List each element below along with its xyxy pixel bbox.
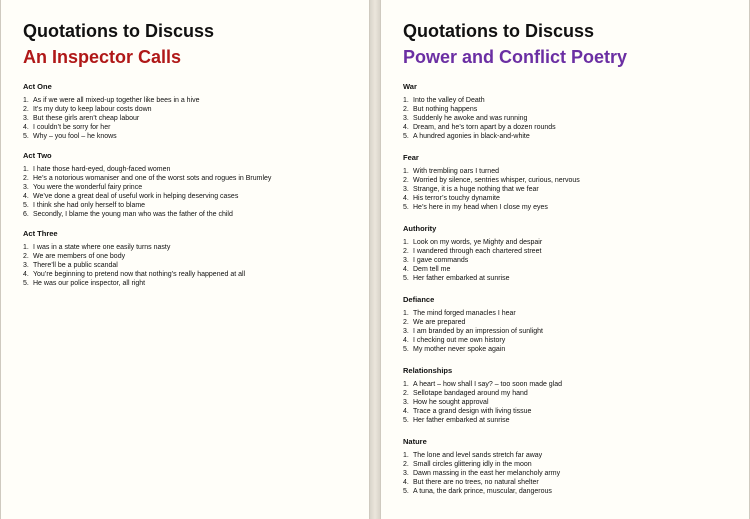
quote-number: 4. bbox=[403, 408, 409, 415]
section-heading: Fear bbox=[403, 153, 419, 162]
quote-number: 4. bbox=[23, 124, 29, 131]
quote-item bbox=[403, 96, 739, 105]
quote-item bbox=[23, 165, 359, 174]
quote-item bbox=[23, 183, 359, 192]
quote-text: I wandered through each chartered street bbox=[413, 248, 542, 255]
left-page-title: Quotations to Discuss bbox=[23, 21, 215, 41]
quote-text: Small circles glittering idly in the moon bbox=[413, 461, 532, 468]
quote-number: 2. bbox=[23, 175, 29, 182]
quote-number: 5. bbox=[403, 417, 409, 424]
quote-item bbox=[403, 318, 739, 327]
quote-number: 4. bbox=[23, 193, 29, 200]
quote-number: 5. bbox=[23, 133, 29, 140]
quote-number: 3. bbox=[403, 328, 409, 335]
quote-text: I think she had only herself to blame bbox=[33, 202, 146, 209]
left-page bbox=[0, 0, 370, 519]
quote-number: 3. bbox=[403, 115, 409, 122]
quote-number: 4. bbox=[23, 271, 29, 278]
quote-item bbox=[23, 261, 359, 270]
quote-text: You were the wonderful fairy prince bbox=[33, 184, 143, 191]
quote-text: But there are no trees, no natural shelter bbox=[413, 479, 539, 486]
quote-text: I couldn’t be sorry for her bbox=[33, 124, 111, 131]
quote-text: We are prepared bbox=[413, 319, 466, 326]
quote-text: Secondly, I blame the young man who was the father of the child bbox=[33, 211, 233, 218]
quote-item bbox=[23, 279, 359, 288]
quote-number: 1. bbox=[403, 452, 409, 459]
quote-item bbox=[23, 105, 359, 114]
section-heading: Authority bbox=[403, 224, 437, 233]
quote-item bbox=[403, 203, 739, 212]
quote-text: Strange, it is a huge nothing that we fear bbox=[413, 186, 539, 193]
quote-list bbox=[403, 238, 739, 283]
quote-item bbox=[403, 469, 739, 478]
quote-item bbox=[23, 174, 359, 183]
quote-item bbox=[403, 274, 739, 283]
quote-item bbox=[403, 389, 739, 398]
quote-number: 5. bbox=[403, 275, 409, 282]
quote-item bbox=[403, 256, 739, 265]
quote-section bbox=[23, 229, 359, 288]
left-sections bbox=[23, 82, 359, 288]
section-heading: Defiance bbox=[403, 295, 435, 304]
quote-item bbox=[403, 185, 739, 194]
quote-number: 2. bbox=[403, 177, 409, 184]
quote-text: His terror’s touchy dynamite bbox=[413, 195, 500, 202]
quote-item bbox=[23, 114, 359, 123]
left-page-content bbox=[23, 21, 359, 298]
quote-text: We are members of one body bbox=[33, 253, 126, 260]
quote-item bbox=[403, 478, 739, 487]
quote-number: 4. bbox=[403, 195, 409, 202]
quote-text: Why – you fool – he knows bbox=[33, 133, 117, 140]
quote-item bbox=[403, 327, 739, 336]
quote-text: We’ve done a great deal of useful work in helping deserving cases bbox=[33, 193, 239, 200]
quote-number: 5. bbox=[403, 488, 409, 495]
quote-item bbox=[403, 380, 739, 389]
quote-item bbox=[23, 192, 359, 201]
quote-text: I checking out me own history bbox=[413, 337, 506, 344]
quote-number: 1. bbox=[403, 310, 409, 317]
quote-text: With trembling oars I turned bbox=[413, 168, 499, 175]
quote-list bbox=[23, 243, 359, 288]
quote-item bbox=[403, 460, 739, 469]
quote-text: There’ll be a public scandal bbox=[33, 262, 118, 269]
quote-number: 3. bbox=[403, 399, 409, 406]
quote-list bbox=[23, 165, 359, 219]
quote-text: It’s my duty to keep labour costs down bbox=[33, 106, 152, 113]
quote-text: Sellotape bandaged around my hand bbox=[413, 390, 528, 397]
quote-number: 3. bbox=[23, 184, 29, 191]
quote-item bbox=[23, 123, 359, 132]
quote-text: Look on my words, ye Mighty and despair bbox=[413, 239, 543, 246]
quote-text: But these girls aren’t cheap labour bbox=[33, 115, 140, 122]
quote-list bbox=[403, 309, 739, 354]
quote-text: As if we were all mixed-up together like bees in a hive bbox=[33, 97, 200, 104]
right-page-subtitle: Power and Conflict Poetry bbox=[403, 47, 628, 67]
section-heading: Nature bbox=[403, 437, 427, 446]
quote-list bbox=[23, 96, 359, 141]
section-heading: Act Three bbox=[23, 229, 58, 238]
quote-list bbox=[403, 167, 739, 212]
quote-item bbox=[23, 243, 359, 252]
quote-number: 3. bbox=[23, 262, 29, 269]
quote-number: 1. bbox=[23, 166, 29, 173]
quote-number: 1. bbox=[23, 97, 29, 104]
section-heading: Relationships bbox=[403, 366, 453, 375]
quote-number: 3. bbox=[403, 186, 409, 193]
quote-text: Dawn massing in the east her melancholy army bbox=[413, 470, 561, 477]
right-sections bbox=[403, 82, 739, 496]
quote-number: 4. bbox=[403, 337, 409, 344]
quote-number: 2. bbox=[403, 319, 409, 326]
quote-text: A tuna, the dark prince, muscular, dangerous bbox=[413, 488, 552, 495]
right-page-content bbox=[403, 21, 739, 508]
quote-item bbox=[403, 247, 739, 256]
quote-number: 2. bbox=[403, 461, 409, 468]
quote-number: 2. bbox=[403, 248, 409, 255]
quote-item bbox=[403, 345, 739, 354]
quote-item bbox=[403, 451, 739, 460]
quote-item bbox=[403, 167, 739, 176]
quote-number: 4. bbox=[403, 479, 409, 486]
quote-number: 1. bbox=[403, 168, 409, 175]
quote-text: A hundred agonies in black-and-white bbox=[413, 133, 530, 140]
quote-text: Dream, and he’s torn apart by a dozen rounds bbox=[413, 124, 556, 131]
quote-section bbox=[403, 153, 739, 212]
quote-item bbox=[403, 398, 739, 407]
quote-text: Into the valley of Death bbox=[413, 97, 485, 104]
quote-text: Dem tell me bbox=[413, 266, 451, 273]
quote-number: 5. bbox=[403, 346, 409, 353]
quote-item bbox=[23, 252, 359, 261]
quote-item bbox=[23, 96, 359, 105]
section-heading: Act One bbox=[23, 82, 52, 91]
quote-text: Worried by silence, sentries whisper, curious, nervous bbox=[413, 177, 580, 184]
quote-text: I hate those hard-eyed, dough-faced women bbox=[33, 166, 171, 173]
quote-section bbox=[403, 224, 739, 283]
quote-number: 5. bbox=[403, 133, 409, 140]
quote-item bbox=[403, 194, 739, 203]
quote-number: 3. bbox=[403, 470, 409, 477]
right-page bbox=[380, 0, 750, 519]
quote-list bbox=[403, 380, 739, 425]
quote-section bbox=[23, 151, 359, 219]
quote-text: He was our police inspector, all right bbox=[33, 280, 146, 287]
quote-item bbox=[403, 176, 739, 185]
quote-number: 2. bbox=[23, 106, 29, 113]
quote-text: My mother never spoke again bbox=[413, 346, 506, 353]
quote-number: 5. bbox=[23, 280, 29, 287]
quote-text: Her father embarked at sunrise bbox=[413, 417, 510, 424]
quote-section bbox=[403, 437, 739, 496]
quote-text: Trace a grand design with living tissue bbox=[413, 408, 532, 415]
quote-number: 5. bbox=[403, 204, 409, 211]
quote-text: But nothing happens bbox=[413, 106, 478, 113]
quote-text: I was in a state where one easily turns nasty bbox=[33, 244, 171, 251]
quote-item bbox=[403, 105, 739, 114]
quote-section bbox=[403, 295, 739, 354]
quote-item bbox=[403, 114, 739, 123]
quote-item bbox=[403, 123, 739, 132]
quote-number: 3. bbox=[403, 257, 409, 264]
quote-number: 1. bbox=[403, 381, 409, 388]
quote-text: I am branded by an impression of sunlight bbox=[413, 328, 543, 335]
quote-section bbox=[23, 82, 359, 141]
quote-text: How he sought approval bbox=[413, 399, 489, 406]
quote-item bbox=[403, 416, 739, 425]
quote-item bbox=[23, 210, 359, 219]
page-gutter bbox=[370, 0, 380, 519]
left-page-subtitle: An Inspector Calls bbox=[23, 47, 182, 67]
quote-text: The lone and level sands stretch far away bbox=[413, 452, 543, 459]
quote-list bbox=[403, 96, 739, 141]
quote-item bbox=[403, 309, 739, 318]
quote-item bbox=[403, 487, 739, 496]
quote-item bbox=[23, 201, 359, 210]
quote-section bbox=[403, 82, 739, 141]
quote-number: 1. bbox=[403, 239, 409, 246]
quote-item bbox=[403, 132, 739, 141]
quote-number: 4. bbox=[403, 124, 409, 131]
quote-item bbox=[403, 336, 739, 345]
quote-text: I gave commands bbox=[413, 257, 469, 264]
quote-item bbox=[403, 238, 739, 247]
quote-text: You’re beginning to pretend now that nothing’s really happened at all bbox=[33, 271, 246, 278]
section-heading: Act Two bbox=[23, 151, 52, 160]
quote-item bbox=[23, 270, 359, 279]
quote-section bbox=[403, 366, 739, 425]
quote-item bbox=[403, 407, 739, 416]
quote-text: He’s here in my head when I close my eyes bbox=[413, 204, 548, 211]
quote-number: 2. bbox=[403, 106, 409, 113]
quote-number: 3. bbox=[23, 115, 29, 122]
quote-number: 2. bbox=[23, 253, 29, 260]
quote-text: Her father embarked at sunrise bbox=[413, 275, 510, 282]
quote-item bbox=[23, 132, 359, 141]
quote-number: 5. bbox=[23, 202, 29, 209]
quote-number: 4. bbox=[403, 266, 409, 273]
quote-number: 6. bbox=[23, 211, 29, 218]
quote-number: 2. bbox=[403, 390, 409, 397]
right-page-title: Quotations to Discuss bbox=[403, 21, 595, 41]
quote-number: 1. bbox=[403, 97, 409, 104]
quote-number: 1. bbox=[23, 244, 29, 251]
quote-text: A heart – how shall I say? – too soon made glad bbox=[413, 381, 563, 388]
quote-item bbox=[403, 265, 739, 274]
quote-text: The mind forged manacles I hear bbox=[413, 310, 516, 317]
quote-list bbox=[403, 451, 739, 496]
quote-text: Suddenly he awoke and was running bbox=[413, 115, 528, 122]
quote-text: He’s a notorious womaniser and one of the worst sots and rogues in Brumley bbox=[33, 175, 272, 182]
section-heading: War bbox=[403, 82, 417, 91]
